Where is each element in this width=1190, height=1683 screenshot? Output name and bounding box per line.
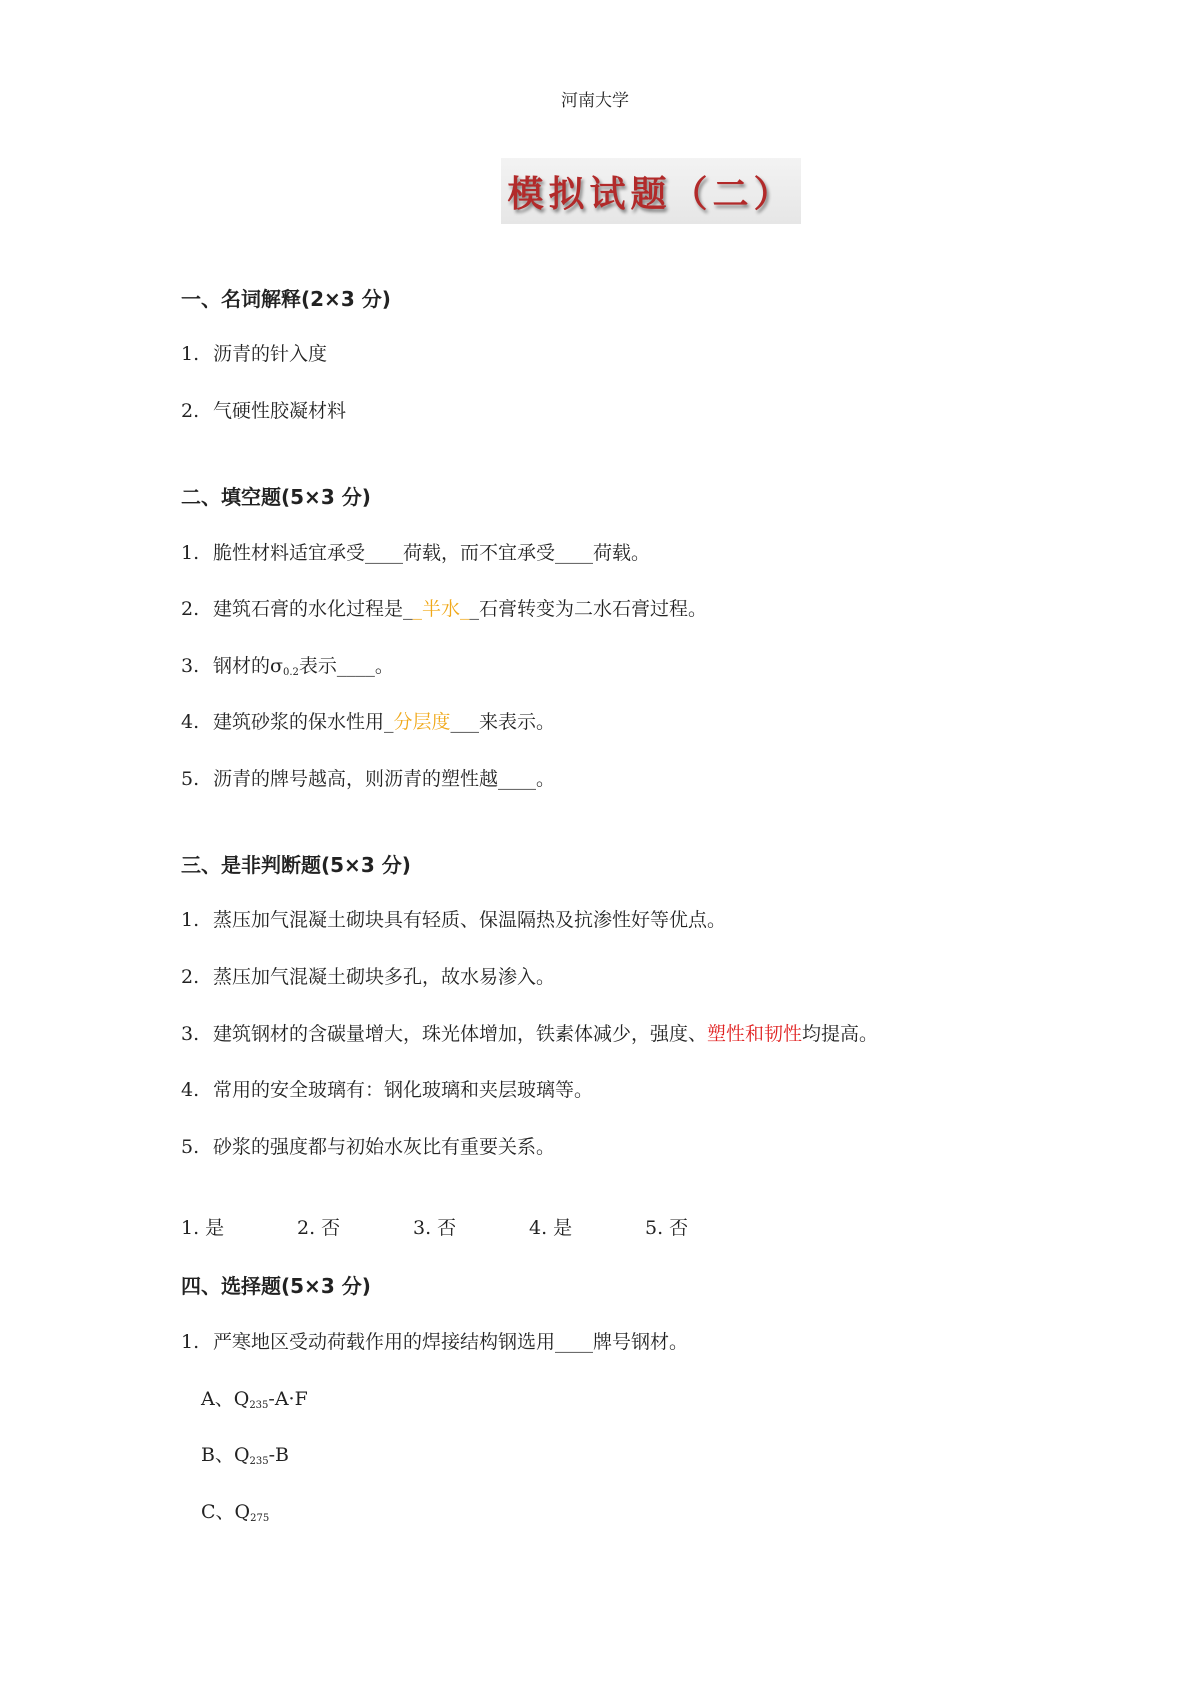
question-text: 气硬性胶凝材料 [213, 400, 347, 422]
question-text: 脆性材料适宜承受____荷载，而不宜承受____荷载。 [213, 542, 651, 564]
answer-item: 2. 否 [297, 1217, 341, 1239]
section-heading-2: 二、填空题(5×3 分) [181, 485, 371, 509]
question-1-2 [181, 396, 346, 423]
question-4-1 [181, 1327, 688, 1354]
question-text-post: 表示____。 [298, 655, 394, 677]
question-2-1 [181, 538, 650, 565]
question-number: 2. [181, 966, 200, 988]
question-number: 3. [181, 655, 200, 677]
question-text: 严寒地区受动荷载作用的焊接结构钢选用____牌号钢材。 [213, 1331, 689, 1353]
answer-item: 4. 是 [529, 1217, 573, 1239]
answer-item: 5. 否 [645, 1217, 689, 1239]
question-text-pre: 建筑石膏的水化过程是_ [213, 598, 413, 620]
question-text: 蒸压加气混凝土砌块具有轻质、保温隔热及抗渗性好等优点。 [213, 909, 727, 931]
option-b [201, 1440, 289, 1467]
question-text-post: 均提高。 [802, 1023, 879, 1045]
question-number: 5. [181, 1136, 200, 1158]
section-heading-3: 三、是非判断题(5×3 分) [181, 853, 411, 877]
question-text: 沥青的牌号越高，则沥青的塑性越____。 [213, 768, 556, 790]
option-a [201, 1384, 308, 1411]
question-text: 常用的安全玻璃有：钢化玻璃和夹层玻璃等。 [213, 1079, 594, 1101]
question-2-5 [181, 764, 555, 791]
question-2-4 [181, 707, 555, 734]
question-text-pre: 钢材的σ [213, 655, 283, 677]
answer-item: 1. 是 [181, 1217, 225, 1239]
option-pre: C、Q [201, 1501, 251, 1523]
subscript: 275 [250, 1513, 270, 1524]
question-2-3 [181, 651, 394, 678]
filled-answer: _半水_ [412, 598, 470, 620]
option-c [201, 1497, 269, 1524]
question-text-post: _石膏转变为二水石膏过程。 [469, 598, 708, 620]
filled-answer: 分层度 [393, 711, 451, 733]
question-2-2 [181, 594, 707, 621]
question-number: 1. [181, 542, 200, 564]
option-post: -A·F [268, 1388, 308, 1410]
question-number: 2. [181, 400, 200, 422]
section-heading-1: 一、名词解释(2×3 分) [181, 287, 391, 311]
option-pre: B、Q [201, 1444, 250, 1466]
question-3-5 [181, 1132, 555, 1159]
question-number: 4. [181, 711, 200, 733]
question-number: 3. [181, 1023, 200, 1045]
exam-title: 模拟试题（二） [507, 173, 795, 215]
question-3-1 [181, 905, 726, 932]
question-text-pre: 建筑钢材的含碳量增大，珠光体增加，铁素体减少，强度、 [213, 1023, 708, 1045]
question-number: 4. [181, 1079, 200, 1101]
question-1-1 [181, 339, 327, 366]
answer-key [181, 1213, 761, 1240]
page-header: 河南大学 [561, 91, 629, 111]
question-text-pre: 建筑砂浆的保水性用_ [213, 711, 394, 733]
question-3-3 [181, 1019, 878, 1046]
question-text-post: ___来表示。 [450, 711, 556, 733]
question-number: 1. [181, 1331, 200, 1353]
question-3-4 [181, 1075, 593, 1102]
title-banner [501, 158, 801, 224]
question-text: 砂浆的强度都与初始水灰比有重要关系。 [213, 1136, 556, 1158]
option-post: -B [268, 1444, 290, 1466]
question-text: 沥青的针入度 [213, 343, 328, 365]
question-number: 5. [181, 768, 200, 790]
highlighted-text: 塑性和韧性 [707, 1023, 803, 1045]
question-number: 2. [181, 598, 200, 620]
subscript: 0.2 [282, 667, 299, 678]
question-text: 蒸压加气混凝土砌块多孔，故水易渗入。 [213, 966, 556, 988]
question-3-2 [181, 962, 555, 989]
question-number: 1. [181, 343, 200, 365]
option-pre: A、Q [201, 1388, 250, 1410]
answer-item: 3. 否 [413, 1217, 457, 1239]
section-heading-4: 四、选择题(5×3 分) [181, 1274, 371, 1298]
subscript: 235 [249, 1456, 269, 1467]
question-number: 1. [181, 909, 200, 931]
subscript: 235 [249, 1400, 269, 1411]
